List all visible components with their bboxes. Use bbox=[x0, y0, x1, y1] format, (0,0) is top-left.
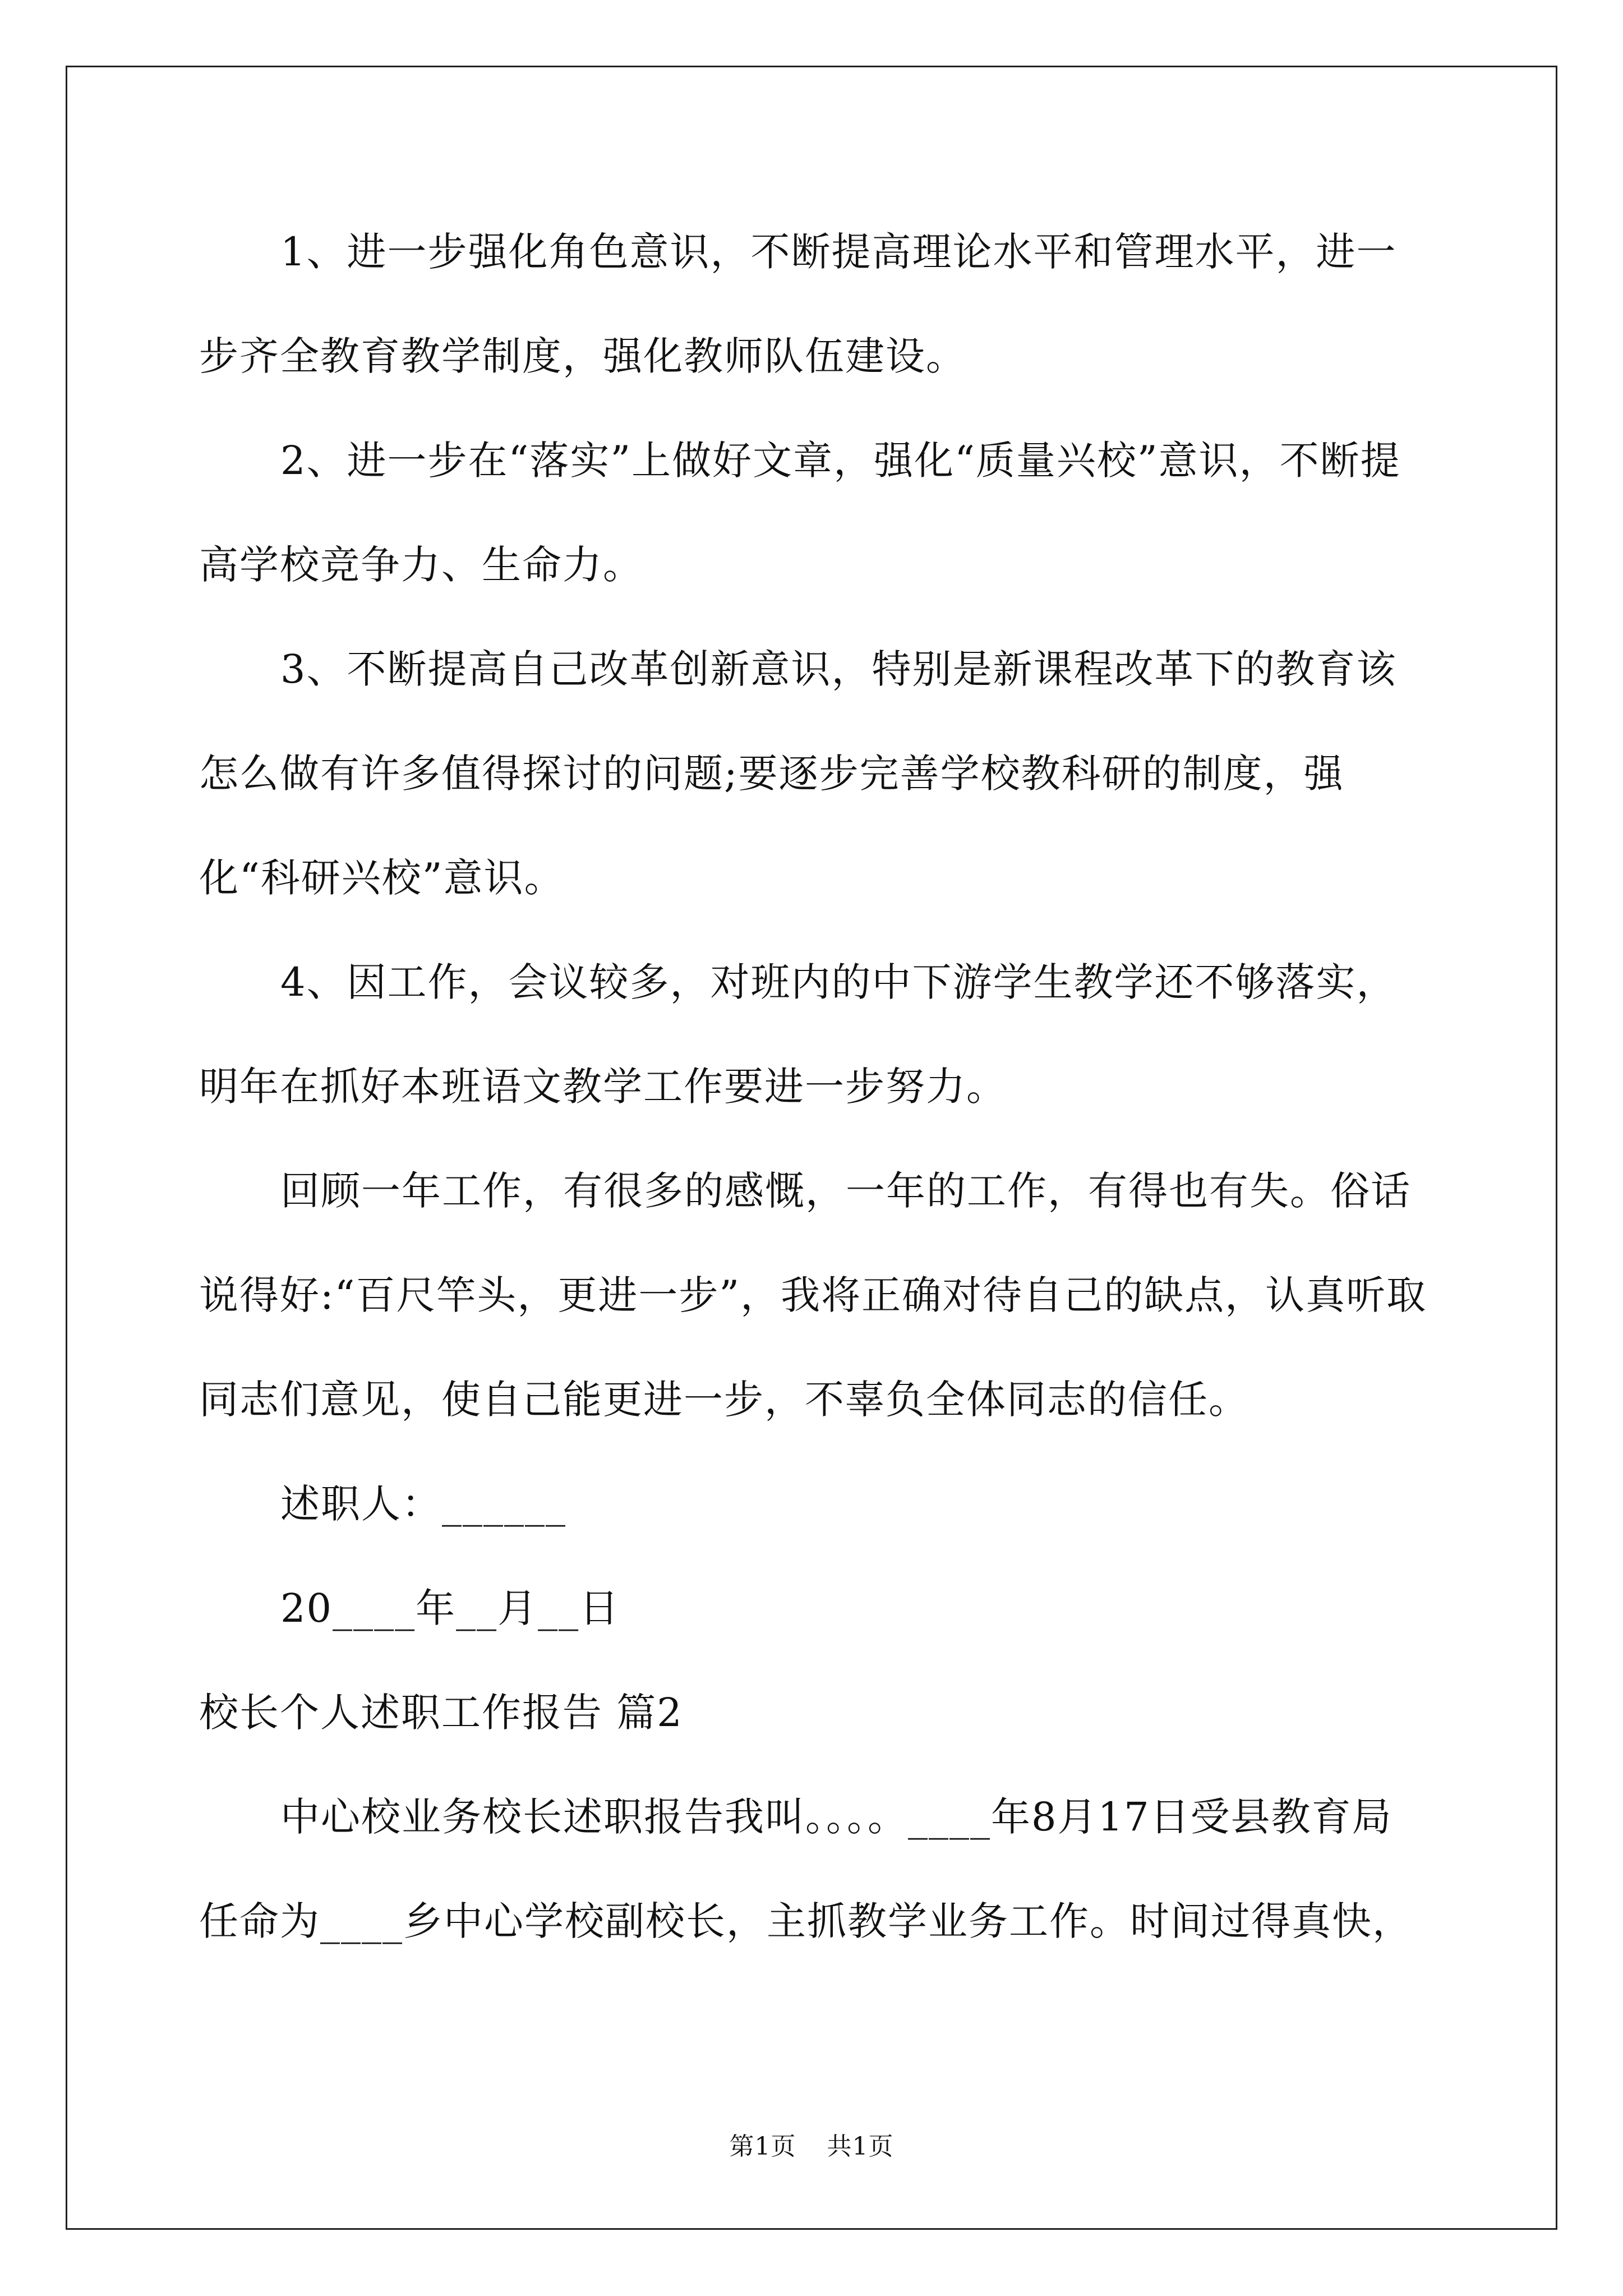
page-total: 共1页 bbox=[827, 2132, 894, 2161]
document-body bbox=[199, 200, 1427, 1973]
paragraph-item-1: 1、进一步强化角色意识，不断提高理论水平和管理水平，进一步齐全教育教学制度，强化教师队伍建设。 bbox=[199, 229, 1397, 379]
paragraph-item-4: 4、因工作，会议较多，对班内的中下游学生教学还不够落实，明年在抓好本班语文教学工作要进一步努力。 bbox=[199, 959, 1397, 1110]
paragraph-item-3: 3、不断提高自己改革创新意识，特别是新课程改革下的教育该怎么做有许多值得探讨的问题;要逐步完善学校教科研的制度，强化“科研兴校”意识。 bbox=[199, 646, 1397, 901]
page-number: 第1页 bbox=[729, 2132, 796, 2161]
paragraph-item-2: 2、进一步在“落实”上做好文章，强化“质量兴校”意识，不断提高学校竞争力、生命力。 bbox=[199, 438, 1401, 588]
date-line: 20____年__月__日 bbox=[280, 1585, 620, 1631]
section-intro: 中心校业务校长述职报告我叫。。。。____年8月17日受县教育局任命为____乡中心学校副校长，主抓教学业务工作。时间过得真快， bbox=[199, 1794, 1413, 1944]
paragraph-review: 回顾一年工作，有很多的感慨，一年的工作，有得也有失。俗话说得好:“百尺竿头，更进一步”，我将正确对待自己的缺点，认真听取同志们意见，使自己能更进一步，不辜负全体同志的信任。 bbox=[199, 1168, 1427, 1423]
section-title: 校长个人述职工作报告 篇2 bbox=[199, 1690, 683, 1736]
reporter-line: 述职人：______ bbox=[280, 1481, 566, 1527]
page-footer bbox=[0, 2126, 1623, 2162]
